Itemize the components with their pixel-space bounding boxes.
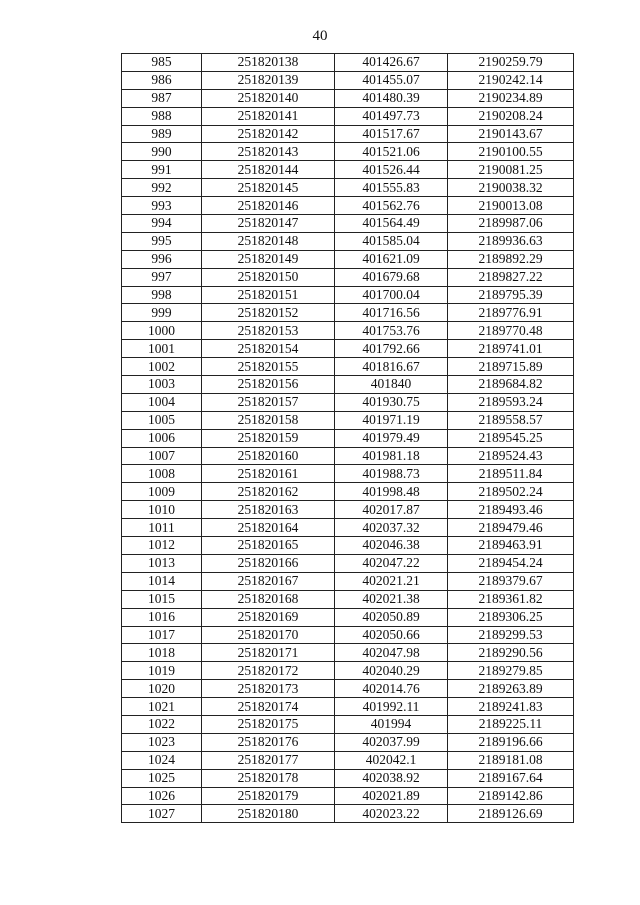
x-coordinate-cell: 401521.06 <box>335 143 448 161</box>
point-id-cell: 251820139 <box>202 71 335 89</box>
table-row <box>122 143 574 161</box>
point-number-cell: 1009 <box>122 483 202 501</box>
point-id-cell: 251820167 <box>202 572 335 590</box>
table-row <box>122 358 574 376</box>
point-id-cell: 251820147 <box>202 215 335 233</box>
table-row <box>122 590 574 608</box>
y-coordinate-cell: 2189126.69 <box>448 805 574 823</box>
point-number-cell: 990 <box>122 143 202 161</box>
point-id-cell: 251820178 <box>202 769 335 787</box>
x-coordinate-cell: 401621.09 <box>335 250 448 268</box>
x-coordinate-cell: 401716.56 <box>335 304 448 322</box>
y-coordinate-cell: 2189306.25 <box>448 608 574 626</box>
point-id-cell: 251820170 <box>202 626 335 644</box>
y-coordinate-cell: 2189524.43 <box>448 447 574 465</box>
point-id-cell: 251820154 <box>202 340 335 358</box>
table-row <box>122 107 574 125</box>
x-coordinate-cell: 402047.98 <box>335 644 448 662</box>
point-number-cell: 992 <box>122 179 202 197</box>
x-coordinate-cell: 401816.67 <box>335 358 448 376</box>
point-id-cell: 251820160 <box>202 447 335 465</box>
y-coordinate-cell: 2189776.91 <box>448 304 574 322</box>
y-coordinate-cell: 2190038.32 <box>448 179 574 197</box>
point-number-cell: 1015 <box>122 590 202 608</box>
x-coordinate-cell: 402050.66 <box>335 626 448 644</box>
table-row <box>122 519 574 537</box>
coordinates-table <box>121 53 574 823</box>
point-number-cell: 1025 <box>122 769 202 787</box>
point-number-cell: 1011 <box>122 519 202 537</box>
y-coordinate-cell: 2189684.82 <box>448 376 574 394</box>
x-coordinate-cell: 402050.89 <box>335 608 448 626</box>
x-coordinate-cell: 401992.11 <box>335 698 448 716</box>
point-number-cell: 988 <box>122 107 202 125</box>
point-id-cell: 251820164 <box>202 519 335 537</box>
x-coordinate-cell: 402046.38 <box>335 537 448 555</box>
point-id-cell: 251820149 <box>202 250 335 268</box>
point-number-cell: 996 <box>122 250 202 268</box>
point-number-cell: 994 <box>122 215 202 233</box>
point-id-cell: 251820162 <box>202 483 335 501</box>
y-coordinate-cell: 2189167.64 <box>448 769 574 787</box>
table-row <box>122 197 574 215</box>
y-coordinate-cell: 2189379.67 <box>448 572 574 590</box>
point-id-cell: 251820159 <box>202 429 335 447</box>
y-coordinate-cell: 2189741.01 <box>448 340 574 358</box>
page-number: 40 <box>312 28 328 44</box>
point-number-cell: 998 <box>122 286 202 304</box>
x-coordinate-cell: 401526.44 <box>335 161 448 179</box>
table-row <box>122 537 574 555</box>
y-coordinate-cell: 2189454.24 <box>448 554 574 572</box>
y-coordinate-cell: 2189361.82 <box>448 590 574 608</box>
point-number-cell: 1021 <box>122 698 202 716</box>
point-number-cell: 1024 <box>122 751 202 769</box>
point-id-cell: 251820163 <box>202 501 335 519</box>
y-coordinate-cell: 2189279.85 <box>448 662 574 680</box>
table-row <box>122 626 574 644</box>
point-id-cell: 251820166 <box>202 554 335 572</box>
point-id-cell: 251820140 <box>202 89 335 107</box>
point-id-cell: 251820175 <box>202 715 335 733</box>
table-row <box>122 751 574 769</box>
table-row <box>122 769 574 787</box>
table-row <box>122 268 574 286</box>
point-number-cell: 991 <box>122 161 202 179</box>
table-row <box>122 250 574 268</box>
x-coordinate-cell: 401753.76 <box>335 322 448 340</box>
table-row <box>122 340 574 358</box>
x-coordinate-cell: 402017.87 <box>335 501 448 519</box>
x-coordinate-cell: 402037.99 <box>335 733 448 751</box>
point-id-cell: 251820157 <box>202 393 335 411</box>
x-coordinate-cell: 401679.68 <box>335 268 448 286</box>
point-number-cell: 1002 <box>122 358 202 376</box>
point-number-cell: 985 <box>122 54 202 72</box>
point-id-cell: 251820150 <box>202 268 335 286</box>
point-id-cell: 251820155 <box>202 358 335 376</box>
coordinates-table-body <box>122 54 574 823</box>
point-number-cell: 1001 <box>122 340 202 358</box>
y-coordinate-cell: 2189511.84 <box>448 465 574 483</box>
x-coordinate-cell: 402014.76 <box>335 680 448 698</box>
point-id-cell: 251820171 <box>202 644 335 662</box>
y-coordinate-cell: 2190100.55 <box>448 143 574 161</box>
point-number-cell: 999 <box>122 304 202 322</box>
point-id-cell: 251820142 <box>202 125 335 143</box>
point-id-cell: 251820158 <box>202 411 335 429</box>
y-coordinate-cell: 2190208.24 <box>448 107 574 125</box>
x-coordinate-cell: 401981.18 <box>335 447 448 465</box>
y-coordinate-cell: 2189181.08 <box>448 751 574 769</box>
x-coordinate-cell: 401988.73 <box>335 465 448 483</box>
y-coordinate-cell: 2189892.29 <box>448 250 574 268</box>
point-number-cell: 1016 <box>122 608 202 626</box>
point-number-cell: 1008 <box>122 465 202 483</box>
point-id-cell: 251820151 <box>202 286 335 304</box>
x-coordinate-cell: 401979.49 <box>335 429 448 447</box>
x-coordinate-cell: 401497.73 <box>335 107 448 125</box>
x-coordinate-cell: 401455.07 <box>335 71 448 89</box>
point-id-cell: 251820161 <box>202 465 335 483</box>
x-coordinate-cell: 401994 <box>335 715 448 733</box>
point-number-cell: 1017 <box>122 626 202 644</box>
x-coordinate-cell: 402047.22 <box>335 554 448 572</box>
point-id-cell: 251820141 <box>202 107 335 125</box>
table-row <box>122 787 574 805</box>
table-row <box>122 698 574 716</box>
point-number-cell: 995 <box>122 232 202 250</box>
point-number-cell: 1006 <box>122 429 202 447</box>
y-coordinate-cell: 2189502.24 <box>448 483 574 501</box>
table-row <box>122 179 574 197</box>
x-coordinate-cell: 401700.04 <box>335 286 448 304</box>
table-row <box>122 393 574 411</box>
table-row <box>122 161 574 179</box>
point-id-cell: 251820143 <box>202 143 335 161</box>
table-row <box>122 322 574 340</box>
y-coordinate-cell: 2189558.57 <box>448 411 574 429</box>
y-coordinate-cell: 2189936.63 <box>448 232 574 250</box>
point-number-cell: 1014 <box>122 572 202 590</box>
table-row <box>122 733 574 751</box>
y-coordinate-cell: 2189715.89 <box>448 358 574 376</box>
point-number-cell: 1004 <box>122 393 202 411</box>
y-coordinate-cell: 2189299.53 <box>448 626 574 644</box>
x-coordinate-cell: 401840 <box>335 376 448 394</box>
table-row <box>122 465 574 483</box>
point-id-cell: 251820169 <box>202 608 335 626</box>
y-coordinate-cell: 2189290.56 <box>448 644 574 662</box>
table-row <box>122 644 574 662</box>
point-number-cell: 1012 <box>122 537 202 555</box>
table-row <box>122 71 574 89</box>
point-id-cell: 251820152 <box>202 304 335 322</box>
point-number-cell: 1000 <box>122 322 202 340</box>
point-number-cell: 1022 <box>122 715 202 733</box>
x-coordinate-cell: 402042.1 <box>335 751 448 769</box>
point-number-cell: 1013 <box>122 554 202 572</box>
point-number-cell: 1026 <box>122 787 202 805</box>
point-number-cell: 1018 <box>122 644 202 662</box>
point-id-cell: 251820180 <box>202 805 335 823</box>
table-row <box>122 572 574 590</box>
y-coordinate-cell: 2189770.48 <box>448 322 574 340</box>
y-coordinate-cell: 2189593.24 <box>448 393 574 411</box>
point-number-cell: 986 <box>122 71 202 89</box>
point-number-cell: 1003 <box>122 376 202 394</box>
point-id-cell: 251820176 <box>202 733 335 751</box>
x-coordinate-cell: 401971.19 <box>335 411 448 429</box>
table-row <box>122 680 574 698</box>
x-coordinate-cell: 401998.48 <box>335 483 448 501</box>
point-id-cell: 251820156 <box>202 376 335 394</box>
table-row <box>122 501 574 519</box>
y-coordinate-cell: 2189241.83 <box>448 698 574 716</box>
table-row <box>122 608 574 626</box>
point-id-cell: 251820138 <box>202 54 335 72</box>
x-coordinate-cell: 402040.29 <box>335 662 448 680</box>
point-id-cell: 251820144 <box>202 161 335 179</box>
x-coordinate-cell: 401585.04 <box>335 232 448 250</box>
y-coordinate-cell: 2189196.66 <box>448 733 574 751</box>
y-coordinate-cell: 2190143.67 <box>448 125 574 143</box>
table-row <box>122 232 574 250</box>
point-number-cell: 987 <box>122 89 202 107</box>
y-coordinate-cell: 2189142.86 <box>448 787 574 805</box>
y-coordinate-cell: 2189463.91 <box>448 537 574 555</box>
y-coordinate-cell: 2190234.89 <box>448 89 574 107</box>
y-coordinate-cell: 2190242.14 <box>448 71 574 89</box>
x-coordinate-cell: 402021.21 <box>335 572 448 590</box>
table-row <box>122 805 574 823</box>
point-id-cell: 251820146 <box>202 197 335 215</box>
x-coordinate-cell: 402021.38 <box>335 590 448 608</box>
point-id-cell: 251820165 <box>202 537 335 555</box>
point-id-cell: 251820177 <box>202 751 335 769</box>
point-id-cell: 251820168 <box>202 590 335 608</box>
table-row <box>122 662 574 680</box>
point-id-cell: 251820153 <box>202 322 335 340</box>
y-coordinate-cell: 2189545.25 <box>448 429 574 447</box>
x-coordinate-cell: 402037.32 <box>335 519 448 537</box>
x-coordinate-cell: 402038.92 <box>335 769 448 787</box>
point-id-cell: 251820148 <box>202 232 335 250</box>
y-coordinate-cell: 2189987.06 <box>448 215 574 233</box>
point-number-cell: 1010 <box>122 501 202 519</box>
table-row <box>122 429 574 447</box>
y-coordinate-cell: 2190081.25 <box>448 161 574 179</box>
table-row <box>122 89 574 107</box>
x-coordinate-cell: 401480.39 <box>335 89 448 107</box>
y-coordinate-cell: 2189827.22 <box>448 268 574 286</box>
table-row <box>122 715 574 733</box>
table-row <box>122 376 574 394</box>
x-coordinate-cell: 401555.83 <box>335 179 448 197</box>
table-row <box>122 304 574 322</box>
y-coordinate-cell: 2189795.39 <box>448 286 574 304</box>
point-id-cell: 251820179 <box>202 787 335 805</box>
x-coordinate-cell: 401564.49 <box>335 215 448 233</box>
y-coordinate-cell: 2189479.46 <box>448 519 574 537</box>
table-row <box>122 411 574 429</box>
table-row <box>122 215 574 233</box>
point-number-cell: 997 <box>122 268 202 286</box>
y-coordinate-cell: 2189225.11 <box>448 715 574 733</box>
x-coordinate-cell: 402021.89 <box>335 787 448 805</box>
point-number-cell: 1007 <box>122 447 202 465</box>
point-id-cell: 251820174 <box>202 698 335 716</box>
point-number-cell: 993 <box>122 197 202 215</box>
table-row <box>122 554 574 572</box>
x-coordinate-cell: 401517.67 <box>335 125 448 143</box>
table-row <box>122 286 574 304</box>
table-row <box>122 54 574 72</box>
table-row <box>122 483 574 501</box>
x-coordinate-cell: 401792.66 <box>335 340 448 358</box>
point-number-cell: 1023 <box>122 733 202 751</box>
point-number-cell: 1020 <box>122 680 202 698</box>
point-number-cell: 989 <box>122 125 202 143</box>
y-coordinate-cell: 2190013.08 <box>448 197 574 215</box>
y-coordinate-cell: 2190259.79 <box>448 54 574 72</box>
point-number-cell: 1027 <box>122 805 202 823</box>
x-coordinate-cell: 402023.22 <box>335 805 448 823</box>
point-id-cell: 251820172 <box>202 662 335 680</box>
y-coordinate-cell: 2189263.89 <box>448 680 574 698</box>
x-coordinate-cell: 401426.67 <box>335 54 448 72</box>
table-row <box>122 125 574 143</box>
table-row <box>122 447 574 465</box>
point-id-cell: 251820145 <box>202 179 335 197</box>
x-coordinate-cell: 401562.76 <box>335 197 448 215</box>
point-number-cell: 1019 <box>122 662 202 680</box>
x-coordinate-cell: 401930.75 <box>335 393 448 411</box>
point-id-cell: 251820173 <box>202 680 335 698</box>
y-coordinate-cell: 2189493.46 <box>448 501 574 519</box>
point-number-cell: 1005 <box>122 411 202 429</box>
